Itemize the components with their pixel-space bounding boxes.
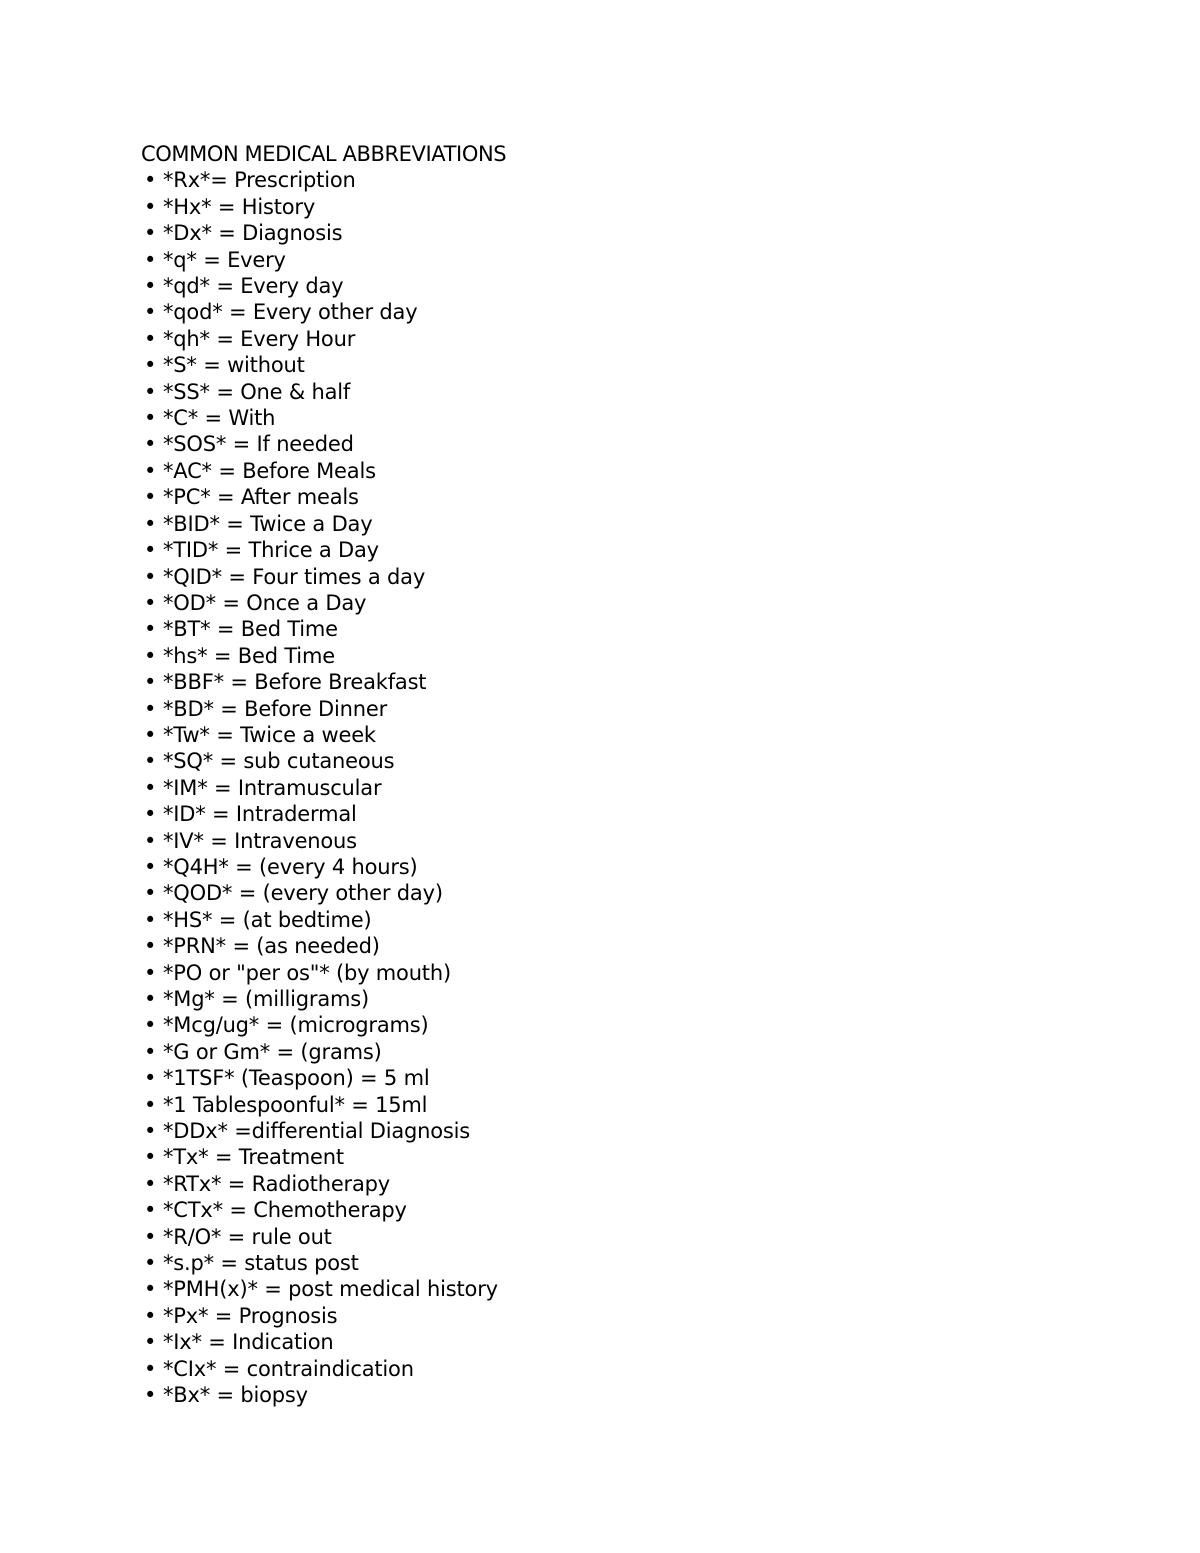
list-item (141, 511, 1041, 537)
bullet-icon: • (144, 1119, 157, 1144)
abbreviation-text: *SS* = One & half (163, 379, 351, 404)
bullet-icon: • (144, 828, 157, 853)
abbreviation-text: *qod* = Every other day (163, 300, 418, 325)
abbreviation-text: *Hx* = History (163, 194, 316, 219)
list-item (141, 299, 1041, 325)
list-item (141, 801, 1041, 827)
abbreviation-text: *AC* = Before Meals (163, 458, 376, 483)
list-item (141, 933, 1041, 959)
abbreviation-text: *Dx* = Diagnosis (163, 221, 343, 246)
list-item (141, 458, 1041, 484)
list-item (141, 537, 1041, 563)
abbreviation-list (141, 167, 1041, 1408)
list-item (141, 484, 1041, 510)
bullet-icon: • (144, 247, 157, 272)
list-item (141, 1144, 1041, 1170)
bullet-icon: • (144, 934, 157, 959)
abbreviation-text: *Rx*= Prescription (163, 168, 356, 193)
list-item (141, 326, 1041, 352)
abbreviation-text: *BT* = Bed Time (163, 617, 338, 642)
bullet-icon: • (144, 670, 157, 695)
list-item (141, 220, 1041, 246)
list-item (141, 696, 1041, 722)
abbreviation-text: *qh* = Every Hour (163, 326, 356, 351)
abbreviation-text: *Tw* = Twice a week (163, 722, 376, 747)
list-item (141, 907, 1041, 933)
bullet-icon: • (144, 1383, 157, 1408)
abbreviation-text: *OD* = Once a Day (163, 590, 367, 615)
bullet-icon: • (144, 749, 157, 774)
list-item (141, 247, 1041, 273)
bullet-icon: • (144, 987, 157, 1011)
abbreviation-text: *Ix* = Indication (163, 1330, 334, 1355)
abbreviation-text: *Px* = Prognosis (163, 1303, 338, 1328)
bullet-icon: • (144, 300, 157, 325)
list-item (141, 405, 1041, 431)
bullet-icon: • (144, 168, 157, 193)
abbreviation-text: *Bx* = biopsy (163, 1383, 308, 1408)
bullet-icon: • (144, 1224, 157, 1249)
abbreviation-text: *qd* = Every day (163, 274, 344, 299)
abbreviation-text: *Tx* = Treatment (163, 1145, 344, 1170)
abbreviation-text: *s.p* = status post (163, 1251, 359, 1276)
abbreviation-text: *BBF* = Before Breakfast (163, 670, 427, 695)
bullet-icon: • (144, 854, 157, 879)
abbreviation-text: *QOD* = (every other day) (163, 881, 443, 906)
document-title: COMMON MEDICAL ABBREVIATIONS (141, 142, 507, 166)
list-item (141, 828, 1041, 854)
bullet-icon: • (144, 1013, 157, 1038)
bullet-icon: • (144, 511, 157, 536)
document-body (141, 141, 1041, 1409)
bullet-icon: • (144, 458, 157, 483)
list-item (141, 1092, 1041, 1118)
bullet-icon: • (144, 722, 157, 747)
abbreviation-text: *TID* = Thrice a Day (163, 538, 379, 563)
abbreviation-text: *G or Gm* = (grams) (163, 1039, 382, 1064)
list-item (141, 1329, 1041, 1355)
abbreviation-text: *PMH(x)* = post medical history (163, 1277, 498, 1302)
abbreviation-text: *BID* = Twice a Day (163, 511, 373, 536)
list-item (141, 590, 1041, 616)
bullet-icon: • (144, 1039, 157, 1064)
bullet-icon: • (144, 432, 157, 457)
bullet-icon: • (144, 1356, 157, 1381)
abbreviation-text: *PO or "per os"* (by mouth) (163, 960, 451, 985)
bullet-icon: • (144, 221, 157, 246)
list-item (141, 986, 1041, 1012)
bullet-icon: • (144, 617, 157, 642)
bullet-icon: • (144, 353, 157, 378)
bullet-icon: • (144, 538, 157, 563)
list-item (141, 431, 1041, 457)
bullet-icon: • (144, 1251, 157, 1276)
list-item (141, 1382, 1041, 1408)
bullet-icon: • (144, 775, 157, 800)
bullet-icon: • (144, 485, 157, 510)
list-item (141, 1356, 1041, 1382)
list-item (141, 1039, 1041, 1065)
abbreviation-text: *CTx* = Chemotherapy (163, 1198, 407, 1223)
bullet-icon: • (144, 1198, 157, 1223)
bullet-icon: • (144, 1277, 157, 1302)
abbreviation-text: *Mg* = (milligrams) (163, 987, 370, 1011)
abbreviation-text: *PC* = After meals (163, 485, 359, 510)
bullet-icon: • (144, 907, 157, 932)
list-item (141, 1250, 1041, 1276)
abbreviation-text: *S* = without (163, 353, 305, 378)
bullet-icon: • (144, 696, 157, 721)
list-item (141, 1171, 1041, 1197)
abbreviation-text: *DDx* =differential Diagnosis (163, 1119, 471, 1144)
bullet-icon: • (144, 274, 157, 299)
abbreviation-text: *1 Tablespoonful* = 15ml (163, 1092, 428, 1117)
list-item (141, 748, 1041, 774)
abbreviation-text: *C* = With (163, 406, 276, 431)
abbreviation-text: *SOS* = If needed (163, 432, 354, 457)
abbreviation-text: *PRN* = (as needed) (163, 934, 380, 959)
abbreviation-text: *QID* = Four times a day (163, 564, 426, 589)
bullet-icon: • (144, 194, 157, 219)
bullet-icon: • (144, 1066, 157, 1091)
list-item (141, 1224, 1041, 1250)
list-item (141, 1276, 1041, 1302)
bullet-icon: • (144, 326, 157, 351)
list-item (141, 722, 1041, 748)
bullet-icon: • (144, 1092, 157, 1117)
bullet-icon: • (144, 1330, 157, 1355)
abbreviation-text: *HS* = (at bedtime) (163, 907, 372, 932)
abbreviation-text: *Mcg/ug* = (micrograms) (163, 1013, 429, 1038)
bullet-icon: • (144, 960, 157, 985)
list-item (141, 616, 1041, 642)
abbreviation-text: *SQ* = sub cutaneous (163, 749, 395, 774)
list-item (141, 1012, 1041, 1038)
abbreviation-text: *IV* = Intravenous (163, 828, 357, 853)
bullet-icon: • (144, 590, 157, 615)
bullet-icon: • (144, 1145, 157, 1170)
abbreviation-text: *Q4H* = (every 4 hours) (163, 854, 418, 879)
bullet-icon: • (144, 881, 157, 906)
list-item (141, 273, 1041, 299)
abbreviation-text: *RTx* = Radiotherapy (163, 1171, 391, 1196)
list-item (141, 1303, 1041, 1329)
bullet-icon: • (144, 1171, 157, 1196)
list-item (141, 167, 1041, 193)
list-item (141, 379, 1041, 405)
bullet-icon: • (144, 379, 157, 404)
abbreviation-text: *q* = Every (163, 247, 286, 272)
abbreviation-text: *ID* = Intradermal (163, 802, 357, 827)
bullet-icon: • (144, 1303, 157, 1328)
list-item (141, 352, 1041, 378)
abbreviation-text: *BD* = Before Dinner (163, 696, 388, 721)
list-item (141, 643, 1041, 669)
list-item (141, 669, 1041, 695)
bullet-icon: • (144, 643, 157, 668)
abbreviation-text: *CIx* = contraindication (163, 1356, 414, 1381)
abbreviation-text: *R/O* = rule out (163, 1224, 332, 1249)
list-item (141, 194, 1041, 220)
bullet-icon: • (144, 802, 157, 827)
list-item (141, 775, 1041, 801)
list-item (141, 960, 1041, 986)
abbreviation-text: *IM* = Intramuscular (163, 775, 382, 800)
bullet-icon: • (144, 406, 157, 431)
list-item (141, 854, 1041, 880)
list-item (141, 880, 1041, 906)
list-item (141, 1118, 1041, 1144)
bullet-icon: • (144, 564, 157, 589)
abbreviation-text: *hs* = Bed Time (163, 643, 335, 668)
list-item (141, 564, 1041, 590)
list-item (141, 1197, 1041, 1223)
abbreviation-text: *1TSF* (Teaspoon) = 5 ml (163, 1066, 430, 1091)
list-item (141, 1065, 1041, 1091)
